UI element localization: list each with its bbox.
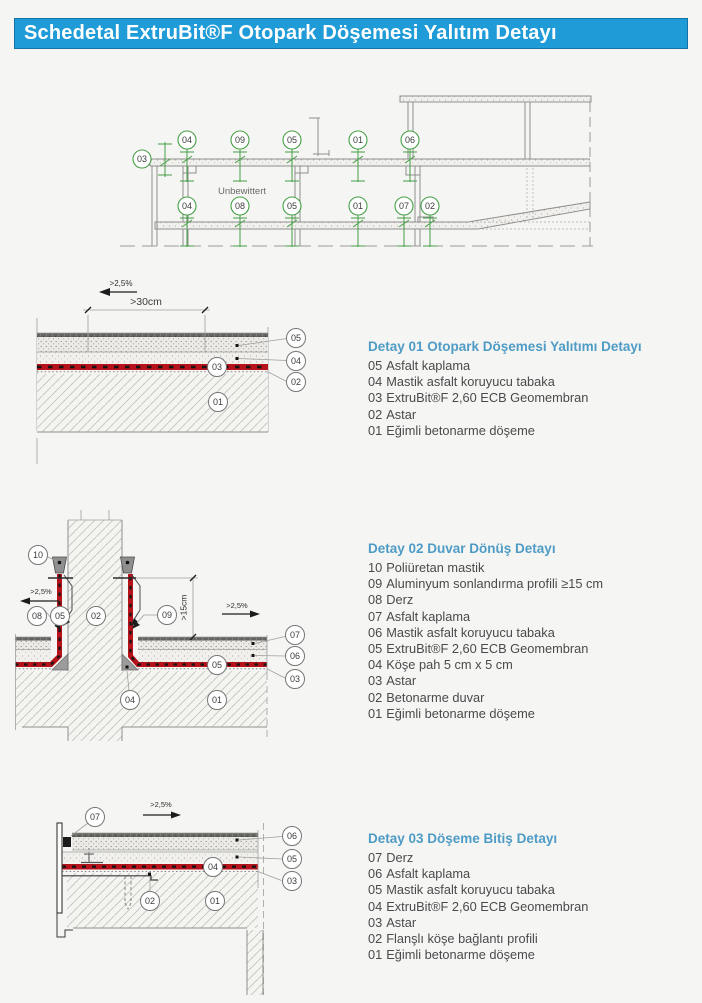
svg-text:08: 08 [234,201,246,212]
svg-text:02: 02 [424,201,436,212]
detail-01-title: Detay 01 Otopark Döşemesi Yalıtımı Detayı [368,339,642,354]
legend-item: 07 Derz [368,850,414,865]
slope-arrow-right [222,601,260,618]
legend-item: 01 Eğimli betonarme döşeme [368,705,535,721]
asphalt-surface-layer [37,333,268,337]
callout-05 [283,850,302,869]
svg-text:05: 05 [286,201,298,212]
legend-item: 02 Flanşlı köşe bağlantı profili [368,931,538,947]
upper-deck-slab [150,159,590,166]
svg-text:05: 05 [286,135,298,146]
svg-text:05: 05 [54,611,66,622]
callout-01 [349,131,367,149]
svg-text:>2,5%: >2,5% [109,279,133,288]
layer-stack [62,833,258,928]
svg-text:07: 07 [398,201,410,212]
legend-item: 01 Eğimli betonarme döşeme [368,947,535,963]
svg-text:>2,5%: >2,5% [226,601,248,610]
legend-item: 04 Mastik asfalt koruyucu tabaka [368,374,555,390]
callout-09 [231,131,249,149]
svg-text:03: 03 [289,674,301,685]
sheet-header [14,18,688,49]
legend-item: 05 Mastik asfalt koruyucu tabaka [368,882,555,898]
drain-post [309,118,329,156]
svg-text:>15cm: >15cm [178,594,189,621]
callout-04 [287,352,306,371]
columns [152,166,533,246]
callout-04 [204,858,223,877]
svg-text:10: 10 [32,550,44,561]
callout-05 [51,607,70,626]
legend-item: 06 Mastik asfalt koruyucu tabaka [368,624,555,640]
svg-text:05: 05 [211,660,223,671]
detail-01-items [368,358,690,439]
membrane-layer [62,862,258,873]
callout-06 [401,131,419,149]
svg-text:05: 05 [290,333,302,344]
detail-03-drawing [15,790,315,1000]
legend-item: 03 Astar [368,914,417,930]
concrete-slab [15,671,267,727]
callout-07 [395,197,413,215]
detail-03-items [368,850,690,963]
svg-text:04: 04 [124,695,136,706]
svg-text:01: 01 [211,695,223,706]
svg-text:>2,5%: >2,5% [150,800,172,809]
legend-item: 04 Köşe pah 5 cm x 5 cm [368,657,513,673]
concrete-layer [37,374,268,432]
overview-section-drawing [120,80,610,260]
floor-layers [15,637,267,727]
callout-03 [133,150,151,168]
svg-text:09: 09 [234,135,246,146]
callout-06 [286,647,305,666]
callout-08 [28,607,47,626]
svg-text:09: 09 [161,610,173,621]
svg-text:08: 08 [31,611,43,622]
callout-09 [158,606,177,625]
detail-01-drawing [15,270,315,470]
svg-text:01: 01 [212,397,224,408]
callout-02 [141,892,160,911]
legend-item: 02 Betonarme duvar [368,689,485,705]
legend-item: 02 Astar [368,406,417,422]
legend-item: 04 ExtruBit®F 2,60 ECB Geomembran [368,898,589,914]
svg-text:03: 03 [211,362,223,373]
callout-05 [287,329,306,348]
svg-text:03: 03 [136,154,148,165]
callout-04 [178,131,196,149]
detail-02-title: Detay 02 Duvar Dönüş Detayı [368,541,556,556]
svg-text:01: 01 [352,135,364,146]
detail-02-items [368,560,690,722]
callout-06 [283,827,302,846]
svg-text:>2,5%: >2,5% [30,587,52,596]
svg-text:01: 01 [209,896,221,907]
unweathered-label: Unbewittert [217,186,267,197]
svg-text:04: 04 [290,356,302,367]
callout-03 [283,872,302,891]
detail-02-drawing [15,510,315,760]
callout-02 [287,373,306,392]
callout-08 [231,197,249,215]
green-dimension-marks [158,142,437,247]
slope-arrow-left [20,587,59,605]
callout-05 [283,131,301,149]
svg-text:01: 01 [352,201,364,212]
legend-item: 01 Eğimli betonarme döşeme [368,422,535,438]
callout-03 [208,358,227,377]
legend-item: 03 Astar [368,673,417,689]
callout-05 [283,197,301,215]
callout-03 [286,670,305,689]
legend-detail-03 [368,831,690,963]
svg-text:07: 07 [289,630,301,641]
layer-stack [37,333,268,432]
legend-detail-01 [368,339,690,439]
legend-item: 07 Asfalt kaplama [368,608,471,624]
legend-item: 03 ExtruBit®F 2,60 ECB Geomembran [368,390,589,406]
slope-arrow [99,279,137,296]
asphalt-layer [37,337,268,352]
svg-text:05: 05 [286,854,298,865]
callout-04 [121,691,140,710]
callout-04 [178,197,196,215]
legend-item: 08 Derz [368,592,414,608]
legend-item: 09 Aluminyum sonlandırma profili ≥15 cm [368,576,604,592]
callout-07 [286,626,305,645]
callout-05 [208,656,227,675]
svg-text:04: 04 [207,862,219,873]
callout-01 [209,393,228,412]
callout-02 [87,607,106,626]
concrete-layer [67,873,258,928]
svg-text:02: 02 [290,377,302,388]
callout-01 [349,197,367,215]
lower-deck-slab-and-ramp [155,202,590,229]
callout-02 [421,197,439,215]
page-title: Schedetal ExtruBit®F Otopark Döşemesi Yalıtım Detayı [24,22,557,44]
svg-text:>30cm: >30cm [130,296,162,308]
callout-01 [206,892,225,911]
svg-text:03: 03 [286,876,298,887]
svg-text:02: 02 [90,611,102,622]
svg-text:06: 06 [289,651,301,662]
svg-text:06: 06 [286,831,298,842]
svg-text:02: 02 [144,896,156,907]
callout-07 [86,808,105,827]
callout-10 [29,546,48,565]
callout-01 [208,691,227,710]
slope-arrow [143,800,181,819]
legend-detail-02 [368,541,690,722]
svg-text:04: 04 [181,201,193,212]
detail-03-title: Detay 03 Döşeme Bitiş Detayı [368,831,558,846]
svg-text:04: 04 [181,135,193,146]
mastic-layer [37,352,268,364]
joint-filler [63,837,71,847]
svg-text:06: 06 [404,135,416,146]
legend-item: 05 ExtruBit®F 2,60 ECB Geomembran [368,641,589,657]
legend-item: 10 Poliüretan mastik [368,560,485,575]
legend-item: 06 Asfalt kaplama [368,866,471,882]
legend-item: 05 Asfalt kaplama [368,358,471,373]
svg-text:07: 07 [89,812,101,823]
